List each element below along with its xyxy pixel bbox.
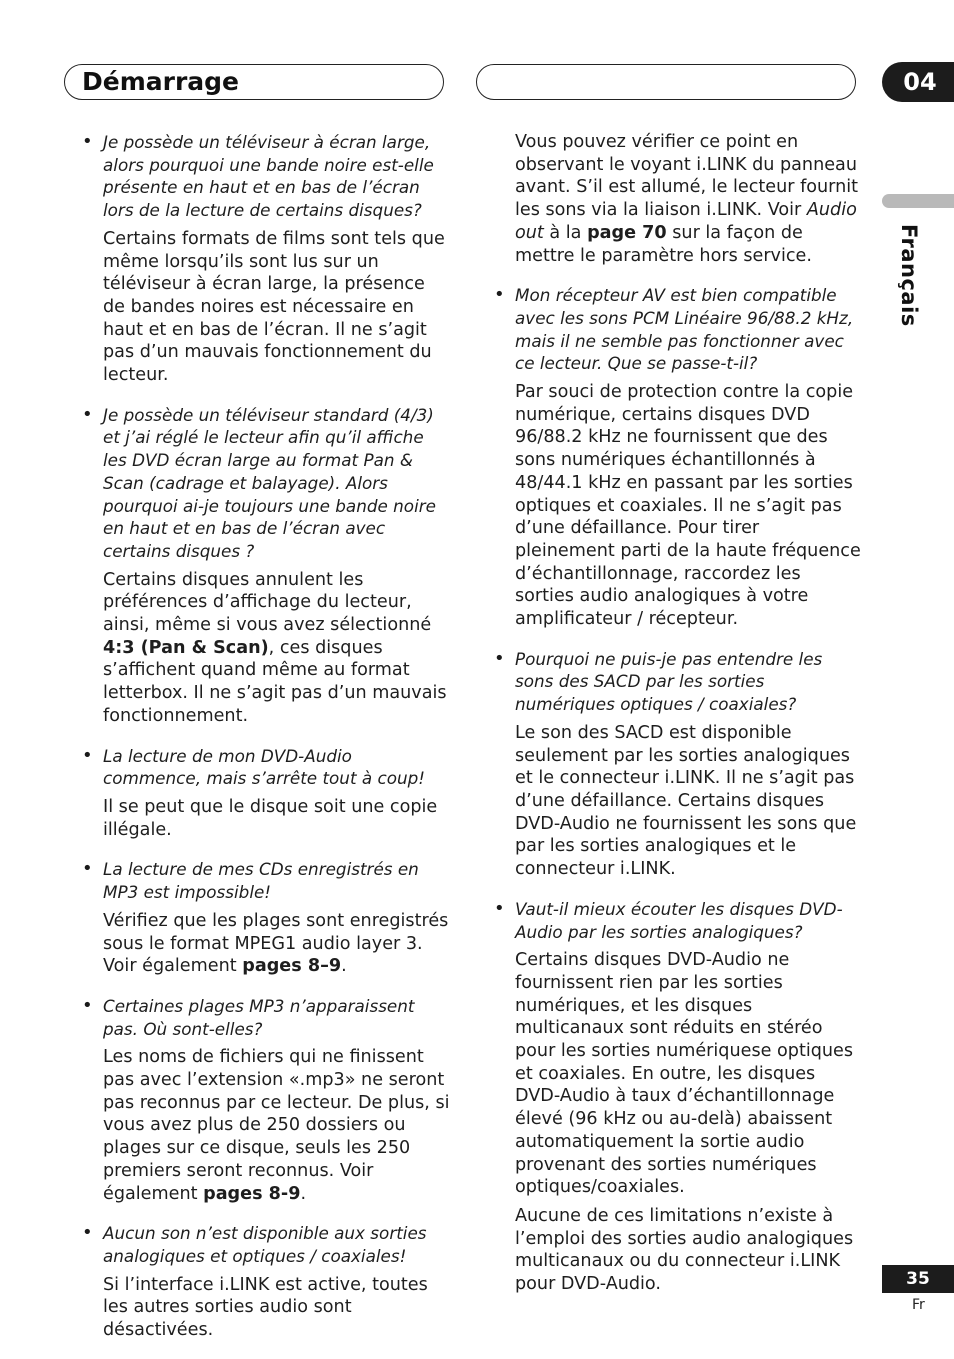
continued-answer — [494, 131, 862, 267]
faq-answer: Par souci de protection contre la copie numérique, certains disques DVD 96/88.2 kHz ne fournissent que des sons numériques échantillonnés à 48/44.1 kHz en passant par les sorties optiques et coaxiales. Il ne s’agit pas d’une défaillance. Pour tirer pleinement parti de la haute fréquence d’échantillonnage, raccordez les sorties audio analogiques à votre amplificateur / récepteur. — [515, 382, 861, 630]
page-language-code: Fr — [912, 1297, 925, 1313]
header-right-frame — [476, 64, 856, 100]
faq-item — [494, 284, 862, 631]
bold-reference: pages 8–9 — [242, 956, 342, 977]
bullet-icon: • — [82, 403, 93, 425]
italic-reference: Audio out — [515, 200, 857, 243]
right-items — [494, 284, 862, 1296]
faq-question: La lecture de mes CDs enregistrés en MP3 est impossible! — [103, 859, 419, 903]
faq-question: Certaines plages MP3 n’apparaissent pas. Où sont-elles? — [103, 995, 415, 1039]
faq-item — [494, 898, 862, 1296]
bullet-icon: • — [82, 1222, 93, 1244]
page-number: 35 — [882, 1265, 954, 1293]
faq-answer: Aucune de ces limitations n’existe à l’emploi des sorties audio analogiques multicanaux ou du connecteur i.LINK pour DVD-Audio. — [515, 1205, 854, 1295]
language-label: Français — [897, 224, 921, 327]
faq-item — [82, 745, 450, 842]
faq-question: Je possède un téléviseur à écran large, alors pourquoi une bande noire est-elle présente en haut et en bas de l’écran lors de la lecture de certains disques? — [103, 132, 434, 221]
faq-question: Aucun son n’est disponible aux sorties analogiques et optiques / coaxiales! — [103, 1223, 427, 1266]
faq-question: Je possède un téléviseur standard (4/3) et j’ai réglé le lecteur afin qu’il affiche les DVD écran large au format Pan & Scan (cadrage et balayage). Alors pourquoi ai-je toujours une bande noire en haut et en bas de l’écran avec certains disques ? — [103, 404, 436, 561]
faq-answer: Si l’interface i.LINK est active, toutes les autres sorties audio sont désactivées. — [103, 1274, 428, 1341]
faq-question: Vaut-il mieux écouter les disques DVD-Audio par les sorties analogiques? — [515, 898, 843, 942]
faq-answer: Vérifiez que les plages sont enregistrés sous le format MPEG1 audio layer 3. Voir également pages 8–9. — [103, 910, 449, 977]
page-title: Démarrage — [82, 67, 240, 96]
faq-answer: Certains formats de films sont tels que même lorsqu’ils sont lus sur un téléviseur à écran large, la présence de bandes noires est nécessaire en haut et en bas de l’écran. Il ne s’agit pas d’un mauvais fonctionnement du lecteur. — [103, 228, 445, 386]
bold-reference: pages 8-9 — [203, 1183, 301, 1204]
chapter-badge: 04 — [882, 62, 954, 102]
bullet-icon: • — [494, 647, 505, 669]
bullet-icon: • — [82, 994, 93, 1016]
bold-reference: page 70 — [587, 222, 667, 243]
faq-item — [494, 648, 862, 881]
faq-item — [82, 404, 450, 728]
faq-item — [82, 1222, 450, 1342]
faq-question: La lecture de mon DVD-Audio commence, mais s’arrête tout à coup! — [103, 745, 425, 789]
bold-reference: 4:3 (Pan & Scan) — [103, 637, 269, 658]
faq-answer: Certains disques DVD-Audio ne fournissent rien par les sorties numériques, et les disques multicanaux sont réduits en stéréo pour les sorties numériquese optiques et coaxiales. En outre, les disques DVD-Audio à taux d’échantillonnage élevé (96 kHz ou au-delà) abaissent automatiquement la sortie audio provenant des sorties numériques optiques/coaxiales. — [515, 950, 854, 1198]
faq-question: Pourquoi ne puis-je pas entendre les sons des SACD par les sorties numériques optiques / coaxiales? — [515, 648, 823, 715]
faq-answer: Les noms de fichiers qui ne finissent pas avec l’extension «.mp3» ne seront pas reconnus par ce lecteur. De plus, si vous avez plus de 250 dossiers ou plages sur ce disque, seuls les 250 premiers seront reconnus. Voir également pages 8-9. — [103, 1047, 450, 1204]
bullet-icon: • — [82, 858, 93, 880]
left-column — [82, 131, 450, 1359]
faq-answer: Certains disques annulent les préférences d’affichage du lecteur, ainsi, même si vous avez sélectionné 4:3 (Pan & Scan), ces disques s’affichent quand même au format letterbox. Il ne s’agit pas d’un mauvais fonctionnement. — [103, 569, 447, 726]
bullet-icon: • — [494, 897, 505, 919]
answer-text: Vous pouvez vérifier ce point en observant le voyant i.LINK du panneau avant. S’il est allumé, le lecteur fournit les sons via la liaison i.LINK. Voir Audio out à la page 70 sur la façon de mettre le paramètre hors service. — [515, 132, 859, 266]
language-tab-bar — [882, 194, 954, 208]
faq-answer: Le son des SACD est disponible seulement par les sorties analogiques et le connecteur i.LINK. Il ne s’agit pas d’une défaillance. Certains disques DVD-Audio ne fournissent les sons que par les sorties analogiques et le connecteur i.LINK. — [515, 722, 857, 880]
bullet-icon: • — [494, 284, 505, 306]
faq-answer: Il se peut que le disque soit une copie illégale. — [103, 796, 438, 840]
bullet-icon: • — [82, 131, 93, 152]
bullet-icon: • — [82, 744, 93, 766]
faq-item — [82, 131, 450, 387]
faq-item — [82, 995, 450, 1205]
faq-item — [82, 858, 450, 978]
faq-question: Mon récepteur AV est bien compatible avec les sons PCM Linéaire 96/88.2 kHz, mais il ne semble pas fonctionner avec ce lecteur. Que se passe-t-il? — [515, 285, 854, 374]
right-column — [494, 131, 862, 1313]
